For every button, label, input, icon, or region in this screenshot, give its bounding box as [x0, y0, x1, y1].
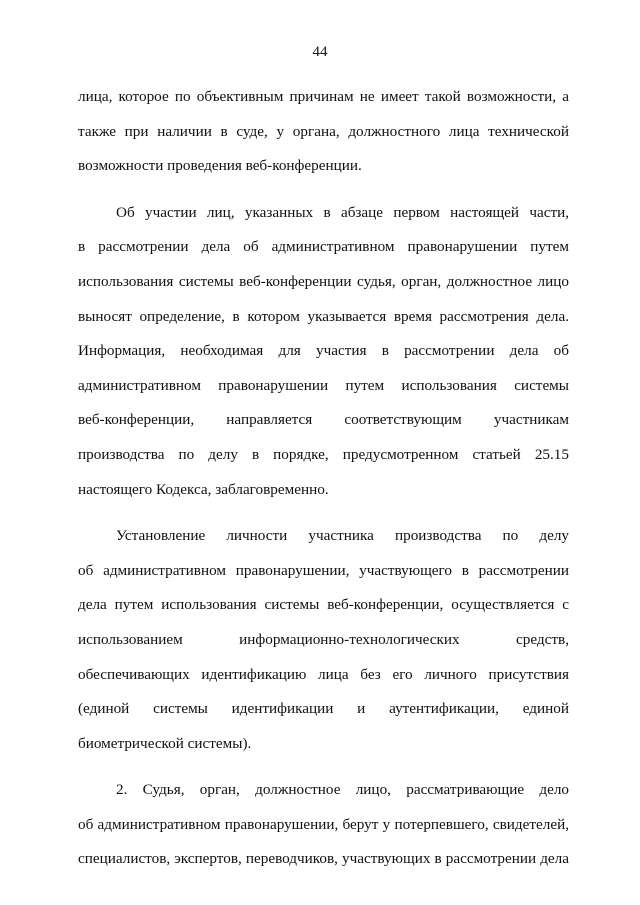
- paragraph: [78, 773, 569, 877]
- text-line: веб-конференции, направляется соответствующим участникам: [78, 411, 569, 429]
- text-line: Об участии лиц, указанных в абзаце первом настоящей части,: [116, 203, 569, 221]
- paragraph: [78, 196, 569, 507]
- text-line: в рассмотрении дела об административном правонарушении путем: [78, 238, 569, 256]
- text-line: использованием информационно-технологических средств,: [78, 630, 569, 648]
- text-line: также при наличии в суде, у органа, должностного лица технической: [78, 122, 569, 140]
- text-line: возможности проведения веб-конференции.: [78, 157, 362, 175]
- text-line: 2. Судья, орган, должностное лицо, рассматривающие дело: [116, 781, 569, 799]
- paragraph-gap: [78, 761, 569, 773]
- text-line: использования системы веб-конференции судья, орган, должностное лицо: [78, 272, 569, 290]
- text-line: лица, которое по объективным причинам не имеет такой возможности, а: [78, 88, 569, 105]
- text-line: обеспечивающих идентификацию лица без его личного присутствия: [78, 665, 569, 683]
- paragraph: [78, 519, 569, 761]
- document-body: [78, 80, 569, 877]
- paragraph-gap: [78, 184, 569, 196]
- page-number: 44: [312, 44, 328, 60]
- text-line: (единой системы идентификации и аутентификации, единой: [78, 700, 569, 718]
- text-line: специалистов, экспертов, переводчиков, участвующих в рассмотрении дела: [78, 850, 569, 868]
- paragraph: [78, 80, 569, 184]
- text-line: дела путем использования системы веб-конференции, осуществляется с: [78, 596, 569, 614]
- text-line: биометрической системы).: [78, 734, 252, 752]
- text-line: административном правонарушении путем использования системы: [78, 376, 569, 394]
- text-line: настоящего Кодекса, заблаговременно.: [78, 480, 329, 498]
- text-line: Информация, необходимая для участия в рассмотрении дела об: [78, 342, 569, 360]
- text-line: выносят определение, в котором указывается время рассмотрения дела.: [78, 307, 569, 325]
- text-line: об административном правонарушении, участвующего в рассмотрении: [78, 561, 569, 579]
- text-line: Установление личности участника производства по делу: [116, 527, 569, 545]
- text-line: об административном правонарушении, берут у потерпевшего, свидетелей,: [78, 815, 569, 833]
- text-line: производства по делу в порядке, предусмотренном статьей 25.15: [78, 445, 569, 463]
- paragraph-gap: [78, 507, 569, 519]
